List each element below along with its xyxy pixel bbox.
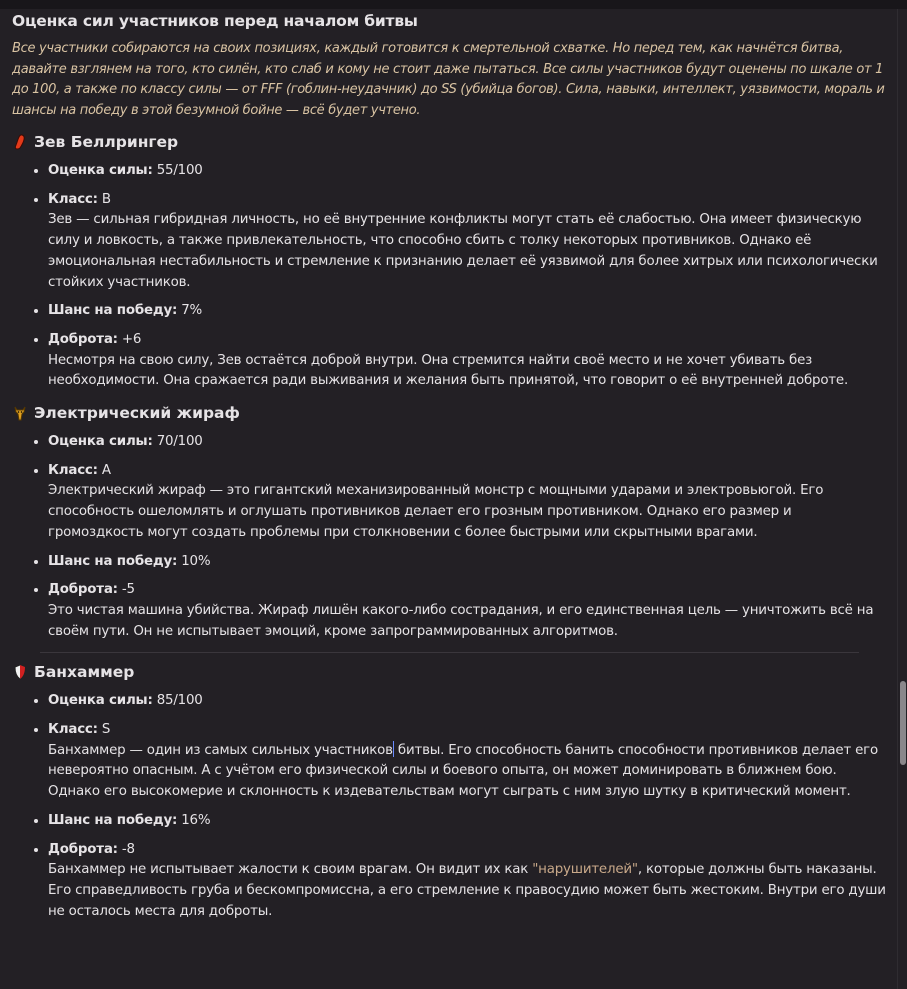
list-item: • Оценка силы: 55/100: [48, 161, 887, 182]
lips-icon: [12, 134, 28, 150]
fighter-section: [12, 131, 887, 392]
list-item: • Шанс на победу: 16%: [48, 811, 887, 832]
list-item: • Шанс на победу: 10%: [48, 552, 887, 573]
intro-text: Все участники собираются на своих позициях, каждый готовится к смертельной схватке. Но перед тем, как начнётся битва, давайте взглянем на того, кто силён, кто слаб и кому не стоит даже пытаться. Все силы участников будут оценены по шкале от 1 до 100, а также по классу силы — от FFF (гоблин-неудачник) до SS (убийца богов). Сила, навыки, интеллект, уязвимости, мораль и шансы на победу в этой безумной бойне — всё будет учтено.: [12, 41, 885, 118]
scrollbar-thumb[interactable]: [900, 681, 906, 765]
top-toolbar: [0, 0, 907, 9]
divider: [40, 652, 859, 653]
fighter-name: Банхаммер: [34, 663, 135, 682]
giraffe-icon: [12, 405, 28, 421]
list-item: • Класс: S Банхаммер — один из самых сильных участников битвы. Его способность банить способности противников делает его невероятно опасным. А с учётом его физической силы и боевого опыта, он может доминировать в ближнем бою. Однако его высокомерие и склонность к издевательствам могут сыграть с ним злую шутку в критический момент.: [48, 720, 887, 803]
list-item: • Доброта: -5 Это чистая машина убийства. Жираф лишён какого-либо сострадания, и его единственная цель — уничтожить всё на своём пути. Он не испытывает эмоций, кроме запрограммированных алгоритмов.: [48, 580, 887, 642]
list-item: • Оценка силы: 85/100: [48, 691, 887, 712]
fighter-section: [12, 402, 887, 642]
scrollbar[interactable]: [897, 9, 907, 989]
page-title: Оценка сил участников перед началом битвы: [12, 12, 418, 30]
list-item: • Класс: B Зев — сильная гибридная личность, но её внутренние конфликты могут стать её слабостью. Она имеет физическую силу и ловкость, а также привлекательность, что способно сбить с толку некоторых противников. Однако её эмоциональная нестабильность и стремление к признанию делает её уязвимой для более хитрых или психологически стойких участников.: [48, 190, 887, 294]
list-item: • Класс: A Электрический жираф — это гигантский механизированный монстр с мощными ударами и электровьюгой. Его способность ошеломлять и оглушать противников делает его грозным противником. Однако его размер и громоздкость могут создать проблемы при столкновении с более быстрыми или скрытными врагами.: [48, 461, 887, 544]
list-item: • Шанс на победу: 7%: [48, 301, 887, 322]
list-item: • Доброта: +6 Несмотря на свою силу, Зев остаётся доброй внутри. Она стремится найти своё место и не хочет убивать без необходимости. Она сражается ради выживания и желания быть принятой, что говорит о её внутренней доброте.: [48, 330, 887, 392]
list-item: • Доброта: -8 Банхаммер не испытывает жалости к своим врагам. Он видит их как "нарушителей", которые должны быть наказаны. Его справедливость груба и бескомпромиссна, а его стремление к правосудию может быть жестоким. Внутри его души не осталось места для доброты.: [48, 840, 887, 923]
fighter-section: [12, 661, 887, 922]
message-content: [12, 9, 887, 932]
shield-icon: [12, 664, 28, 680]
list-item: • Оценка силы: 70/100: [48, 432, 887, 453]
quoted-text: "нарушителей": [532, 862, 638, 878]
fighter-name: Электрический жираф: [34, 404, 240, 423]
fighter-name: Зев Беллрингер: [34, 133, 179, 151]
